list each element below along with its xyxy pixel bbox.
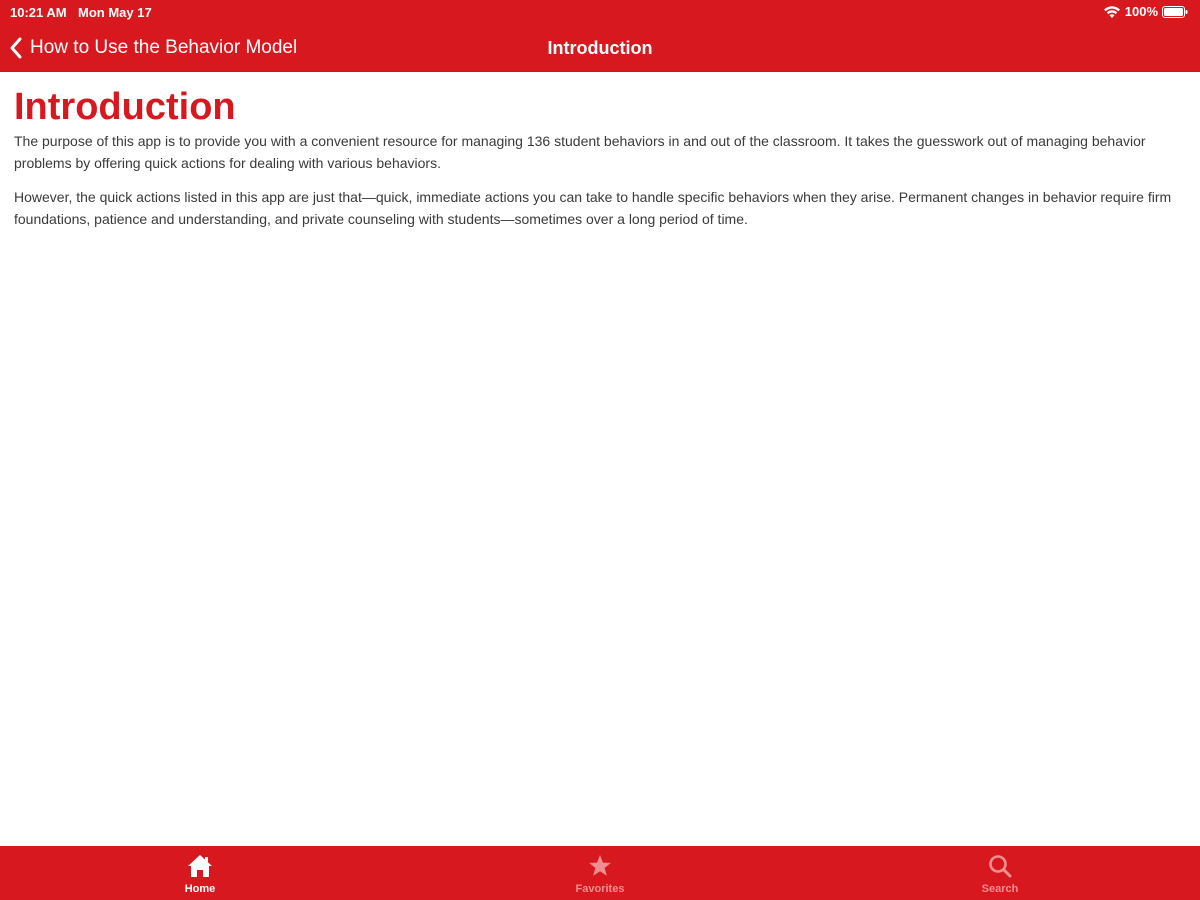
status-bar [0,0,1200,24]
tab-search[interactable] [900,846,1100,900]
nav-title: Introduction [547,38,653,58]
tab-bar [0,846,1200,900]
intro-paragraph-1: The purpose of this app is to provide you with a convenient resource for managing 136 student behaviors in and out of the classroom. It takes the guesswork out of managing behavior problems by offering quick actions for dealing with various behaviors. [14,133,1146,171]
search-icon [986,852,1014,880]
content [14,84,1186,230]
tab-home-label: Home [184,883,216,895]
nav-bar [0,24,1200,72]
star-icon [586,852,614,880]
status-time: 10:21 AM [10,5,67,20]
intro-paragraph-2: However, the quick actions listed in this app are just that—quick, immediate actions you can take to handle specific behaviors when they arise. Permanent changes in behavior require firm foundations, patience and understanding, and private counseling with students—sometimes over a long period of time. [14,189,1172,227]
header [0,0,1200,72]
battery-icon [1162,6,1188,18]
home-icon [186,852,214,880]
tab-home[interactable] [100,846,300,900]
tab-favorites-label: Favorites [575,883,625,895]
status-date: Mon May 17 [78,5,152,20]
status-right [1103,4,1188,19]
tab-search-label: Search [981,883,1019,895]
page-title: Introduction [14,86,236,128]
wifi-icon [1103,5,1121,19]
tab-favorites[interactable] [500,846,700,900]
battery-percent: 100% [1124,4,1158,19]
back-label: How to Use the Behavior Model [30,37,298,58]
